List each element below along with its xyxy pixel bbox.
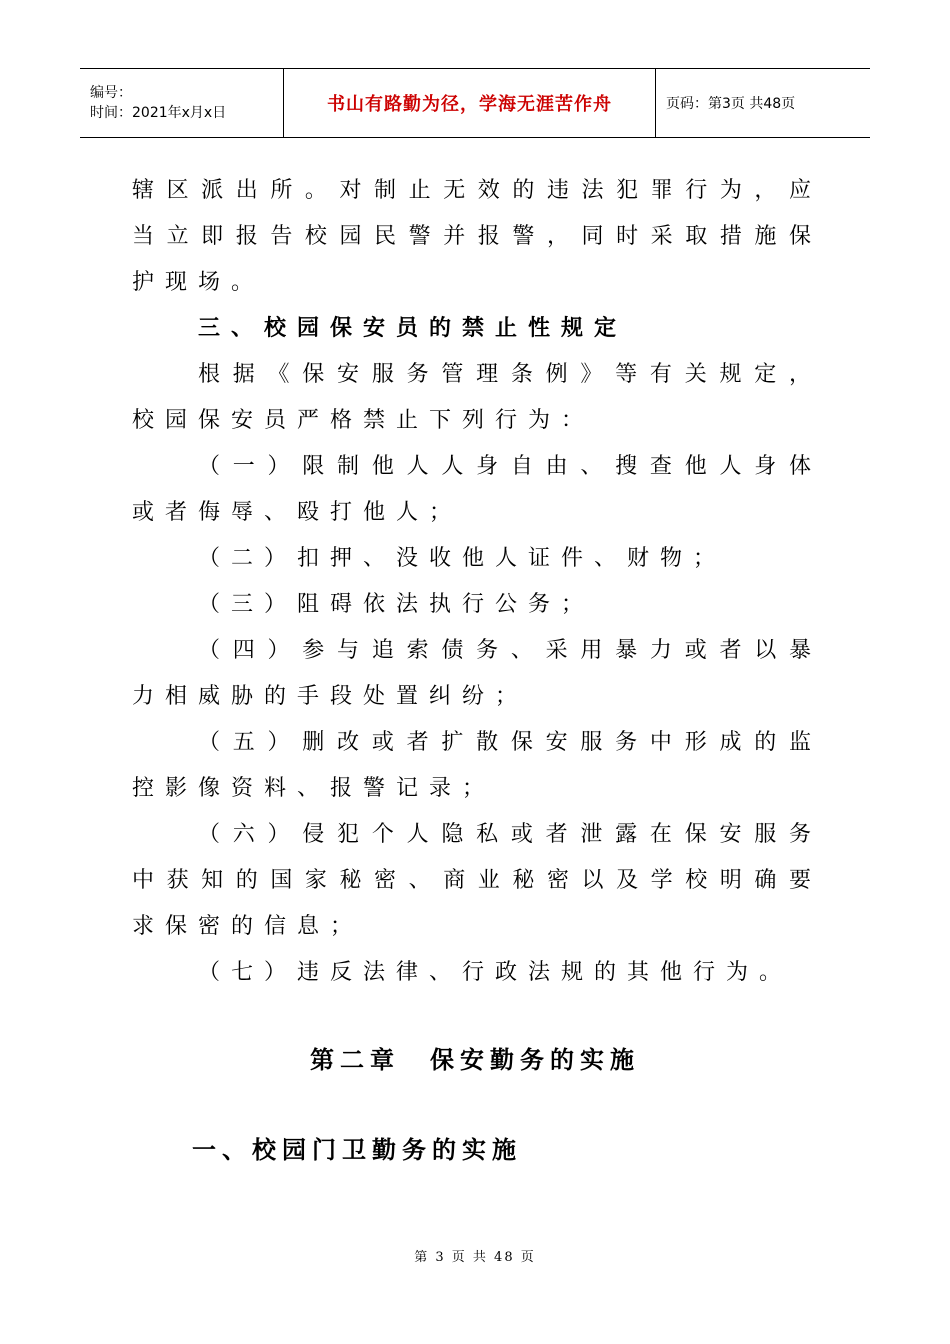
list-item: （三）阻碍依法执行公务； — [198, 592, 595, 617]
list-item: （二）扣押、没收他人证件、财物； — [198, 546, 727, 571]
header-page-info: 页码：第3页 共48页 — [666, 96, 796, 112]
header-meta — [80, 69, 283, 137]
header-motto: 书山有路勤为径，学海无涯苦作舟 — [283, 69, 656, 137]
page-footer: 第 3 页 共 48 页 — [414, 1250, 536, 1265]
paragraph: 辖区派出所。对制止无效的违法犯罪行为，应当立即报告校园民警并报警，同时采取措施保护现场。 — [132, 178, 822, 295]
list-item: （五）删改或者扩散保安服务中形成的监控影像资料、报警记录； — [132, 730, 822, 801]
page-header — [80, 68, 870, 138]
document-body — [132, 168, 822, 996]
section-heading: 三、校园保安员的禁止性规定 — [198, 316, 628, 341]
list-item: （七）违反法律、行政法规的其他行为。 — [198, 960, 793, 985]
document-time-label: 时间：2021年x月x日 — [90, 105, 227, 121]
list-item: （一）限制他人人身自由、搜查他人身体或者侮辱、殴打他人； — [132, 454, 822, 525]
chapter-title: 第二章 保安勤务的实施 — [310, 1046, 640, 1074]
paragraph: 根据《保安服务管理条例》等有关规定，校园保安员严格禁止下列行为： — [132, 362, 822, 433]
section-title: 一、校园门卫勤务的实施 — [192, 1136, 522, 1164]
list-item: （四）参与追索债务、采用暴力或者以暴力相威胁的手段处置纠纷； — [132, 638, 822, 709]
document-number-label: 编号： — [90, 85, 132, 101]
list-item: （六）侵犯个人隐私或者泄露在保安服务中获知的国家秘密、商业秘密以及学校明确要求保密的信息； — [132, 822, 822, 939]
